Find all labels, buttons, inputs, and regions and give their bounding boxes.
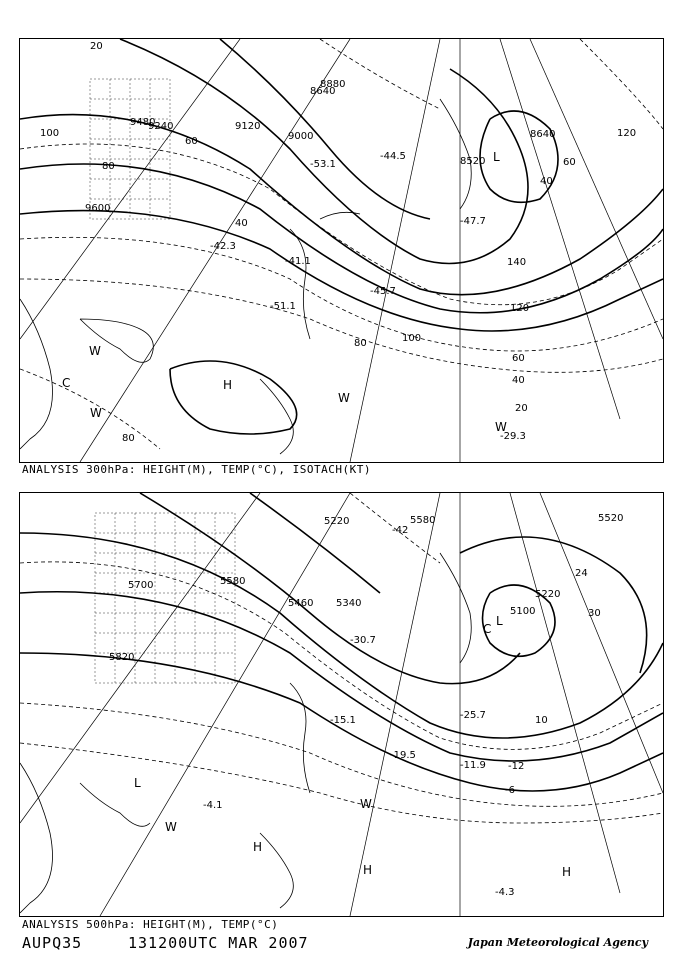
low-marker: L	[493, 150, 500, 164]
high-marker: H	[363, 863, 373, 877]
cold-marker: C	[62, 376, 71, 390]
warm-marker: W	[495, 420, 507, 434]
height-label: 5520	[598, 513, 624, 524]
isotach-label: 120	[510, 303, 530, 314]
isotach-label: 100	[402, 333, 422, 344]
temp-label: -45.7	[370, 286, 396, 297]
temp-label: -51.1	[270, 301, 296, 312]
height-label: 5700	[128, 580, 154, 591]
temp-label: -15.1	[330, 715, 356, 726]
height-label: 5820	[109, 652, 135, 663]
temp-label: -4.3	[495, 887, 515, 898]
height-label: 9120	[235, 121, 261, 132]
chart-code: AUPQ35	[22, 934, 83, 952]
isotach-label: 100	[40, 128, 60, 139]
height-label: 8880	[320, 79, 346, 90]
height-label: 9240	[148, 121, 174, 132]
low-marker: L	[134, 776, 141, 790]
map-500hpa	[20, 493, 663, 916]
isotach-label: 60	[512, 353, 525, 364]
height-label: 8640	[530, 129, 556, 140]
warm-marker: W	[360, 797, 372, 811]
temp-label: -42.3	[210, 241, 236, 252]
height-label: 8640	[310, 86, 336, 97]
analysis-time: 131200UTC MAR 2007	[128, 934, 309, 952]
isotach-label: 40	[540, 176, 553, 187]
height-label: 9480	[130, 117, 156, 128]
temp-label: -30.7	[350, 635, 376, 646]
temp-label: -42	[392, 525, 409, 536]
height-label: 5100	[510, 606, 536, 617]
isotach-label: 80	[122, 433, 135, 444]
temp-label: -41.1	[285, 256, 311, 267]
temp-label: 24	[575, 568, 588, 579]
agency-name: Japan Meteorological Agency	[467, 936, 648, 949]
map-300hpa	[20, 39, 663, 462]
isotach-label: 120	[617, 128, 637, 139]
isotach-label: 140	[507, 257, 527, 268]
high-marker: H	[253, 840, 263, 854]
high-marker: H	[223, 378, 233, 392]
isotach-label: 40	[235, 218, 248, 229]
height-label: 5580	[220, 576, 246, 587]
isotach-label: 60	[185, 136, 198, 147]
height-label: 5460	[288, 598, 314, 609]
isotach-label: 80	[102, 161, 115, 172]
isotach-label: 20	[515, 403, 528, 414]
warm-marker: W	[89, 344, 101, 358]
temp-label: -11.9	[460, 760, 486, 771]
low-marker: L	[496, 614, 503, 628]
isotach-label: 80	[354, 338, 367, 349]
height-label: 9000	[288, 131, 314, 142]
height-label: 5220	[535, 589, 561, 600]
height-label: 9600	[85, 203, 111, 214]
temp-label: -4.1	[203, 800, 223, 811]
temp-label: -47.7	[460, 216, 486, 227]
chart-300hpa	[19, 38, 664, 463]
height-label: 5580	[410, 515, 436, 526]
warm-marker: W	[338, 391, 350, 405]
temp-label: -29.3	[500, 431, 526, 442]
temp-label: 30	[588, 608, 601, 619]
temp-label: -6	[505, 785, 515, 796]
caption-500hpa: ANALYSIS 500hPa: HEIGHT(M), TEMP(°C)	[22, 918, 279, 931]
temp-label: -19.5	[390, 750, 416, 761]
temp-label: -12	[508, 761, 525, 772]
chart-500hpa	[19, 492, 664, 917]
temp-label: -25.7	[460, 710, 486, 721]
temp-label: -44.5	[380, 151, 406, 162]
height-label: 5340	[336, 598, 362, 609]
cold-marker: C	[483, 622, 492, 636]
caption-300hpa: ANALYSIS 300hPa: HEIGHT(M), TEMP(°C), ISOTACH(KT)	[22, 463, 372, 476]
high-marker: H	[562, 865, 572, 879]
height-label: 5220	[324, 516, 350, 527]
temp-label: -53.1	[310, 159, 336, 170]
temp-label: 10	[535, 715, 548, 726]
isotach-label: 60	[563, 157, 576, 168]
isotach-label: 40	[512, 375, 525, 386]
warm-marker: W	[90, 406, 102, 420]
warm-marker: W	[165, 820, 177, 834]
height-label: 8520	[460, 156, 486, 167]
isotach-label: 20	[90, 41, 103, 52]
